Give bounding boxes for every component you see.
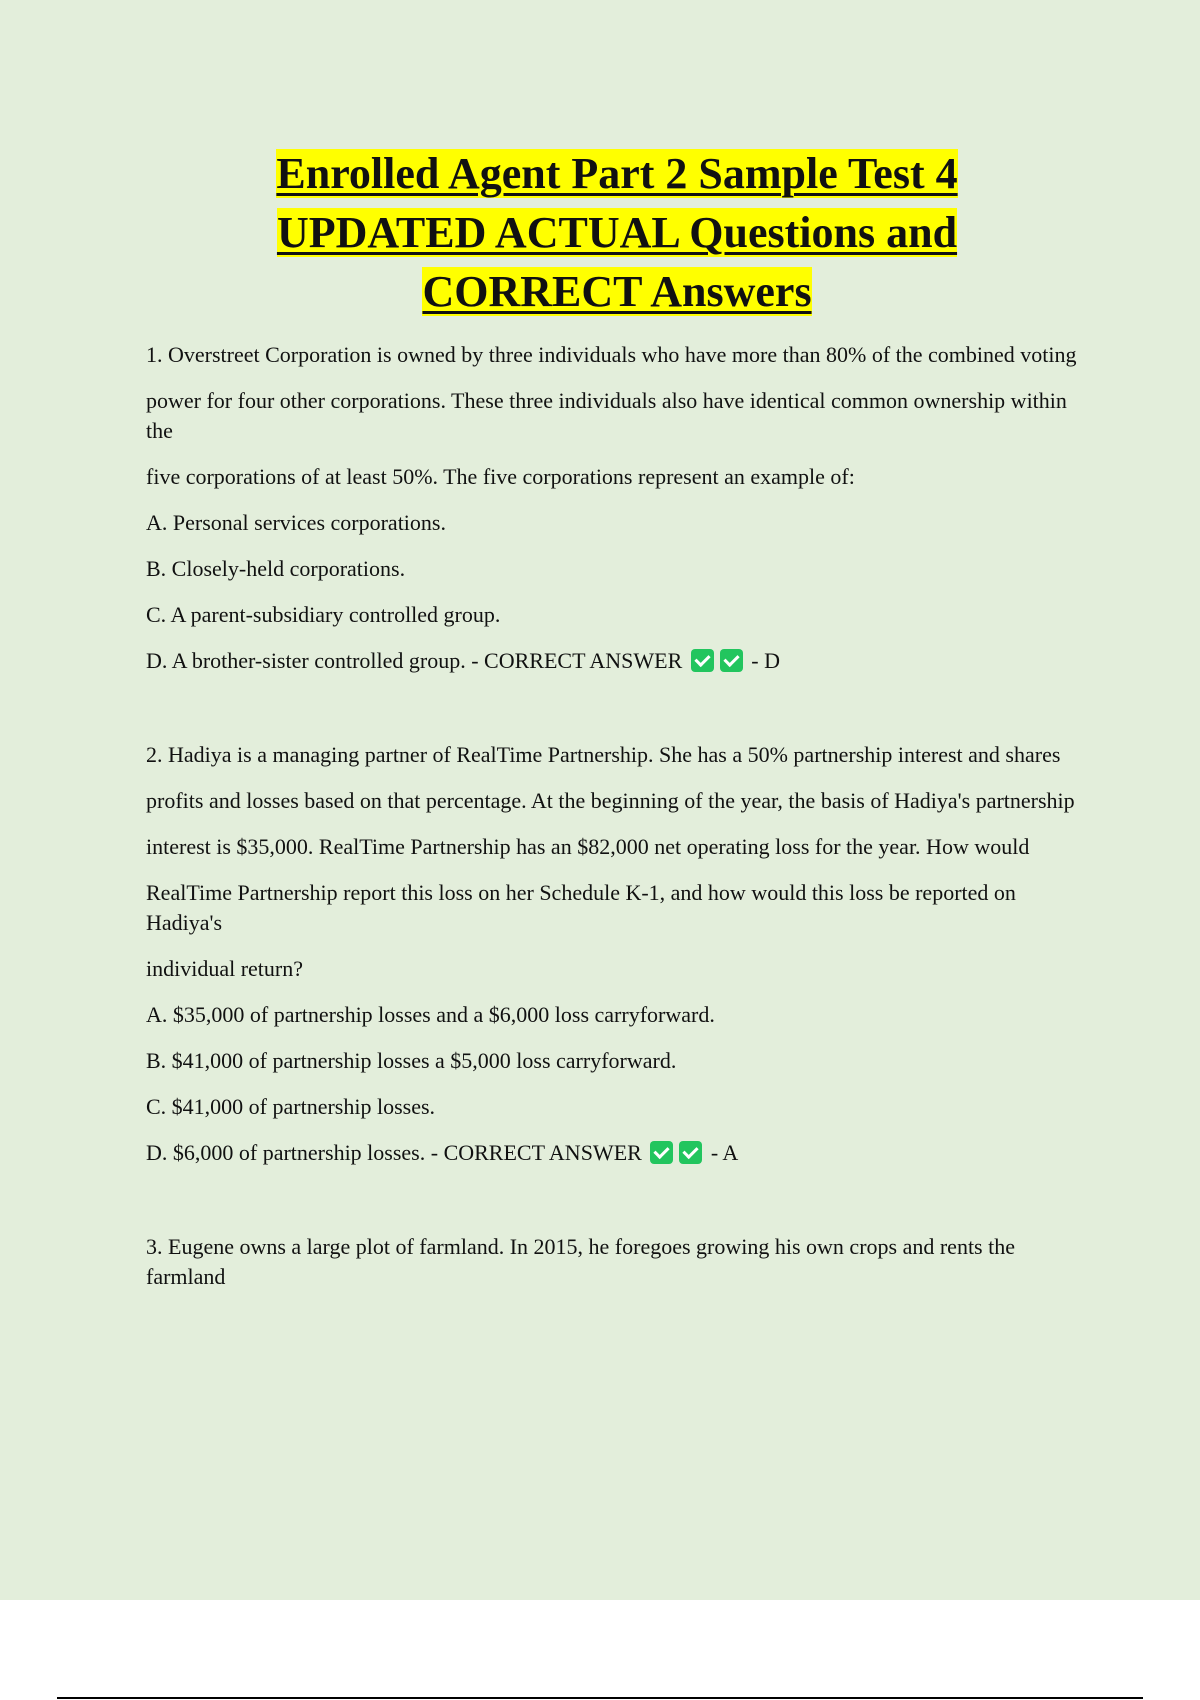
question-3: [146, 1232, 1096, 1292]
question-1-option-c: C. A parent-subsidiary controlled group.: [146, 602, 501, 627]
document-title: [146, 144, 1088, 321]
question-2-stem-line: RealTime Partnership report this loss on her Schedule K-1, and how would this loss be reported on Hadiya's: [146, 880, 1016, 935]
check-mark-icon: [691, 649, 714, 672]
question-1-option-d: [146, 646, 1096, 676]
question-2-option-c: C. $41,000 of partnership losses.: [146, 1094, 436, 1119]
question-1-option-b: B. Closely-held corporations.: [146, 556, 406, 581]
check-mark-icon: [720, 649, 743, 672]
question-2-correct-answer: - A: [710, 1140, 739, 1165]
question-2-option-b: B. $41,000 of partnership losses a $5,000 loss carryforward.: [146, 1048, 677, 1073]
question-1: [146, 340, 1096, 676]
question-1-stem-line: 1. Overstreet Corporation is owned by three individuals who have more than 80% of the combined voting: [146, 342, 1077, 367]
question-1-option-d-text: D. A brother-sister controlled group. - CORRECT ANSWER: [146, 648, 683, 673]
title-line-2: UPDATED ACTUAL Questions and: [276, 208, 958, 257]
question-2-stem-line: interest is $35,000. RealTime Partnership has an $82,000 net operating loss for the year. How would: [146, 834, 1030, 859]
question-2-stem-line: profits and losses based on that percentage. At the beginning of the year, the basis of Hadiya's partnership: [146, 788, 1075, 813]
title-line-3: CORRECT Answers: [422, 267, 812, 316]
document-body: [146, 340, 1096, 1308]
question-2-stem-line: individual return?: [146, 956, 304, 981]
question-1-stem-line: power for four other corporations. These three individuals also have identical common ownership within the: [146, 388, 1067, 443]
title-line-1: Enrolled Agent Part 2 Sample Test 4: [276, 149, 958, 198]
question-1-correct-answer: - D: [751, 648, 781, 673]
footer-divider: [57, 1697, 1143, 1699]
question-3-stem-line: 3. Eugene owns a large plot of farmland. In 2015, he foregoes growing his own crops and rents the farmland: [146, 1234, 1015, 1289]
check-mark-icon: [650, 1141, 673, 1164]
question-2: [146, 740, 1096, 1168]
question-2-stem-line: 2. Hadiya is a managing partner of RealTime Partnership. She has a 50% partnership interest and shares: [146, 742, 1061, 767]
check-mark-icon: [679, 1141, 702, 1164]
question-2-option-d: [146, 1138, 1096, 1168]
question-2-option-d-text: D. $6,000 of partnership losses. - CORRECT ANSWER: [146, 1140, 642, 1165]
question-2-option-a: A. $35,000 of partnership losses and a $6,000 loss carryforward.: [146, 1002, 715, 1027]
question-1-stem-line: five corporations of at least 50%. The five corporations represent an example of:: [146, 464, 855, 489]
question-1-option-a: A. Personal services corporations.: [146, 510, 446, 535]
